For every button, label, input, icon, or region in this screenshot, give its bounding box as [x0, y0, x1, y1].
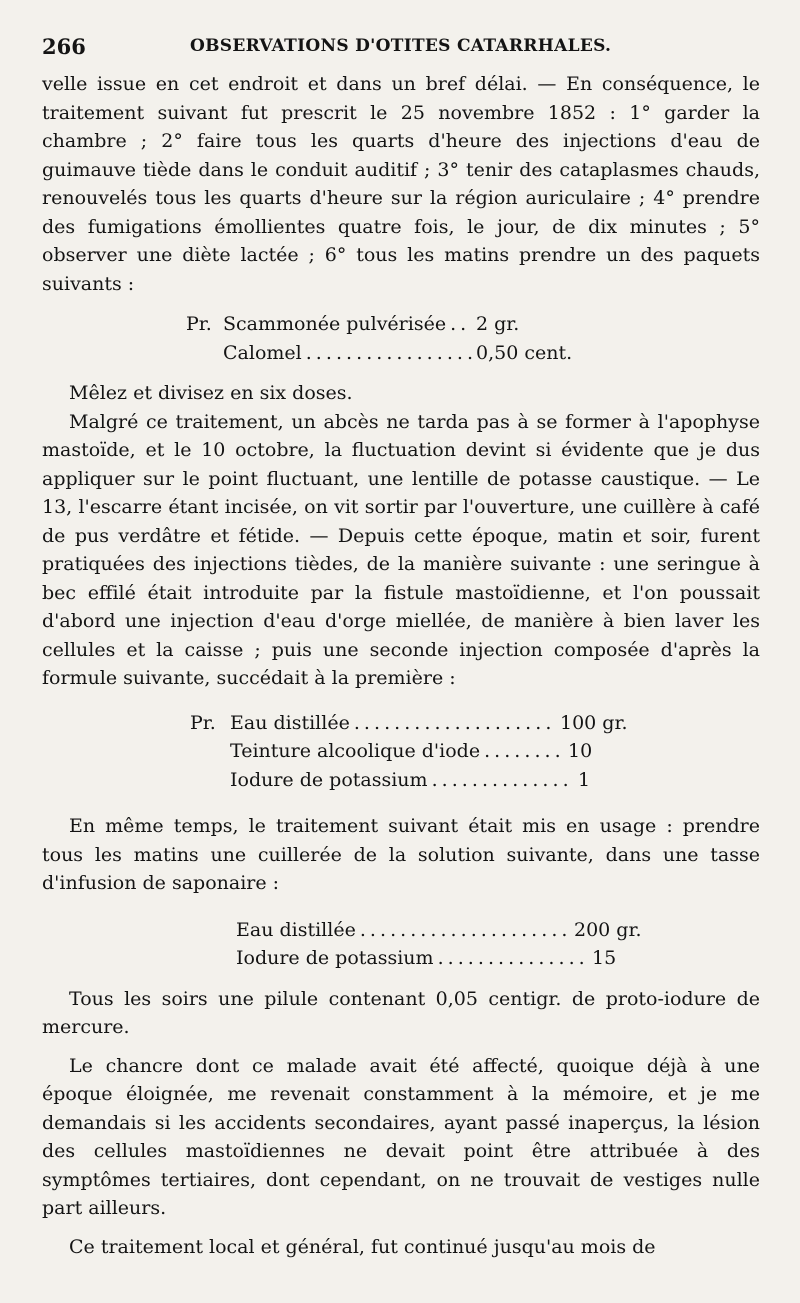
formula-row — [236, 916, 664, 945]
leader-dots — [438, 944, 588, 973]
formula-quantity: 0,50 cent. — [476, 341, 573, 364]
formula-quantity: 200 gr. — [574, 918, 642, 941]
paragraph-5: Tous les soirs une pilule contenant 0,05 centigr. de proto-iodure de mercure. — [42, 987, 760, 1038]
formula-quantity: 15 — [592, 947, 617, 969]
formula-ingredient: Iodure de potassium — [230, 768, 428, 791]
formula-ingredient: Teinture alcoolique d'iode — [230, 740, 481, 762]
formula-ingredient: Calomel — [223, 341, 302, 364]
formula-row — [236, 944, 664, 973]
formula-row — [230, 766, 640, 795]
leader-dots — [484, 737, 564, 766]
formula-row — [186, 310, 586, 339]
prescription-3 — [42, 916, 760, 973]
prescription-1 — [42, 310, 760, 367]
leader-dots — [354, 709, 556, 738]
paragraph-3: Malgré ce traitement, un abcès ne tarda pas à se former à l'apophyse mastoïde, et le 10 octobre, la fluctuation devint si évidente que je dus appliquer sur le point fluctuant, une lentille de potasse caustique. — Le 13, l'escarre étant incisée, on vit sortir par l'ouverture, une cuillère à café de pus verdâtre et fétide. — Depuis cette époque, matin et soir, furent pratiquées des injections tièdes, de la manière suivante : une seringue à bec effilé était introduite par la fistule mastoïdienne, et l'on poussait d'abord une injection d'eau d'orge miellée, de manière à bien laver les cellules et la caisse ; puis une seconde injection composée d'après la formule suivante, succédait à la première : — [42, 410, 760, 689]
formula-quantity: 1 — [578, 768, 591, 791]
leader-dots — [306, 339, 472, 368]
paragraph-6: Le chancre dont ce malade avait été affecté, quoique déjà à une époque éloignée, me revenait constamment à la mémoire, et je me demandais si les accidents secondaires, ayant passé inaperçus, la lésion des cellules mastoïdiennes ne devait point être attribuée à des symptômes tertiaires, dont cependant, on ne trouvait de vestiges nulle part ailleurs. — [42, 1054, 760, 1219]
formula-ingredient: Eau distillée — [236, 918, 356, 941]
leader-dots — [450, 310, 472, 339]
formula-row — [230, 737, 640, 766]
formula-row — [190, 709, 640, 738]
formula-quantity: 100 gr. — [560, 711, 628, 734]
paragraph-4: En même temps, le traitement suivant était mis en usage : prendre tous les matins une cuillerée de la solution suivante, dans une tasse d'infusion de saponaire : — [42, 815, 760, 894]
leader-dots — [432, 766, 574, 795]
paragraph-1: velle issue en cet endroit et dans un bref délai. — En conséquence, le traitement suivant fut prescrit le 25 novembre 1852 : 1° garder la chambre ; 2° faire tous les quarts d'heure des injections d'eau de guimauve tiède dans le conduit auditif ; 3° tenir des cataplasmes chauds, renouvelés tous les quarts d'heure sur la région auriculaire ; 4° prendre des fumigations émollientes quatre fois, le jour, de dix minutes ; 5° observer une diète lactée ; 6° tous les matins prendre un des paquets suivants : — [42, 73, 760, 295]
formula-ingredient: Iodure de potassium — [236, 947, 434, 969]
prescription-2 — [42, 709, 760, 795]
formula-row — [223, 339, 586, 368]
leader-dots — [360, 916, 570, 945]
formula-prefix: Pr. — [186, 313, 212, 335]
formula-quantity: 10 — [568, 740, 593, 762]
formula-prefix: Pr. — [190, 711, 216, 734]
paragraph-2: Mêlez et divisez en six doses. — [69, 382, 353, 404]
page-header — [42, 34, 760, 70]
formula-ingredient: Scammonée pulvérisée — [223, 313, 447, 335]
formula-quantity: 2 gr. — [476, 313, 520, 335]
formula-ingredient: Eau distillée — [230, 711, 350, 734]
running-head: OBSERVATIONS D'OTITES CATARRHALES. — [190, 36, 612, 56]
paragraph-7: Ce traitement local et général, fut continué jusqu'au mois de — [69, 1235, 656, 1258]
page-number: 266 — [42, 34, 86, 59]
